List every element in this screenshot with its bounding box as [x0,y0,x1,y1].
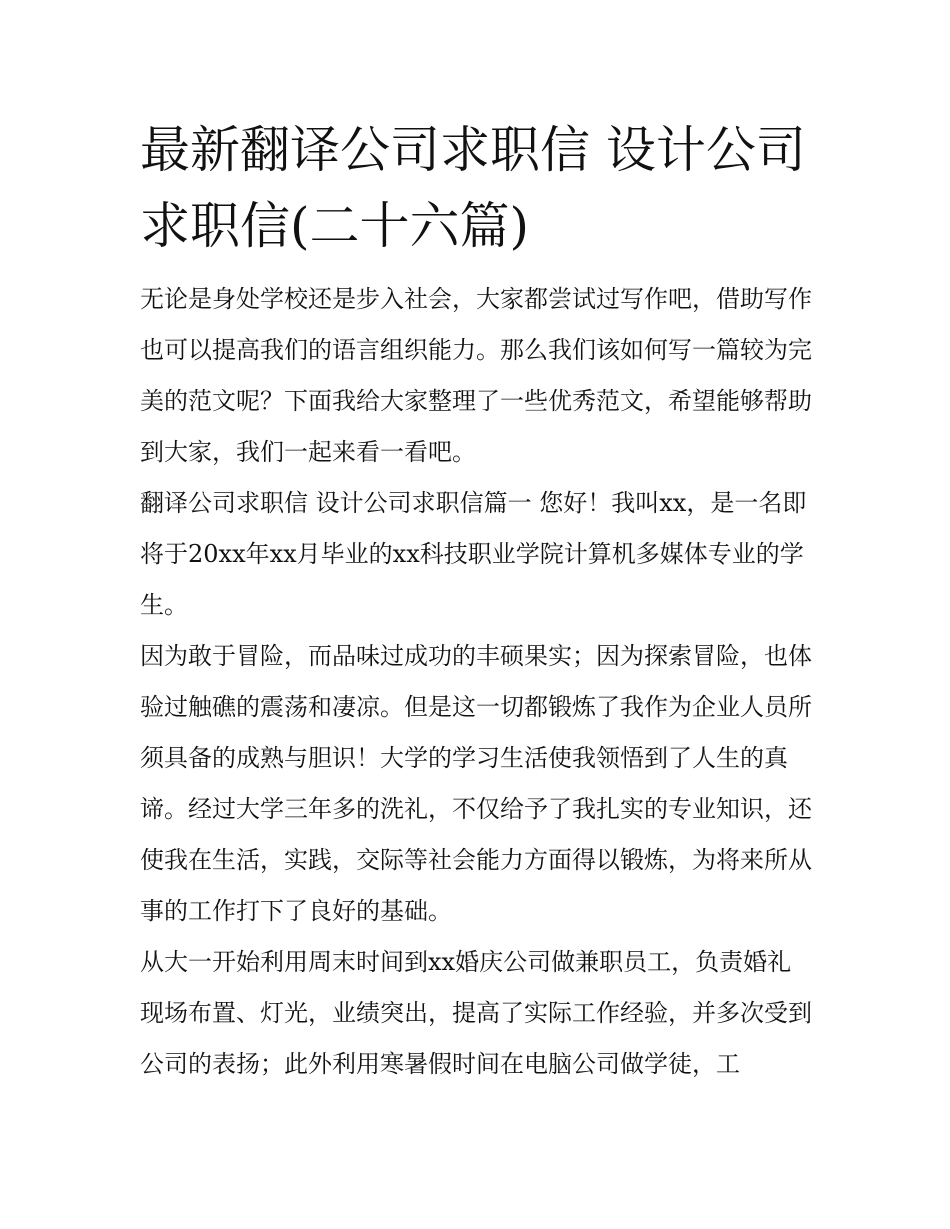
paragraph-letter-opening: 翻译公司求职信 设计公司求职信篇一 您好！我叫xx，是一名即将于20xx年xx月毕业的xx科技职业学院计算机多媒体专业的学生。 [140,489,807,619]
document-content [140,112,812,1090]
paragraph-work-history: 从大一开始利用周末时间到xx婚庆公司做兼职员工，负责婚礼现场布置、灯光，业绩突出，提高了实际工作经验，并多次受到公司的表扬；此外利用寒暑假时间在电脑公司做学徒，工 [140,948,812,1078]
paragraph-experience: 因为敢于冒险，而品味过成功的丰硕果实；因为探索冒险，也体验过触礁的震荡和凄凉。但是这一切都锻炼了我作为企业人员所须具备的成熟与胆识！大学的学习生活使我领悟到了人生的真谛。经过大学三年多的洗礼，不仅给予了我扎实的专业知识，还使我在生活，实践，交际等社会能力方面得以锻炼，为将来所从事的工作打下了良好的基础。 [140,642,812,925]
title-line-2: 求职信(二十六篇) [140,197,530,255]
document-title [140,112,812,264]
title-line-1: 最新翻译公司求职信 设计公司 [140,121,806,179]
paragraph-intro: 无论是身处学校还是步入社会，大家都尝试过写作吧，借助写作也可以提高我们的语言组织能力。那么我们该如何写一篇较为完美的范文呢？下面我给大家整理了一些优秀范文，希望能够帮助到大家，我们一起来看一看吧。 [140,285,812,466]
